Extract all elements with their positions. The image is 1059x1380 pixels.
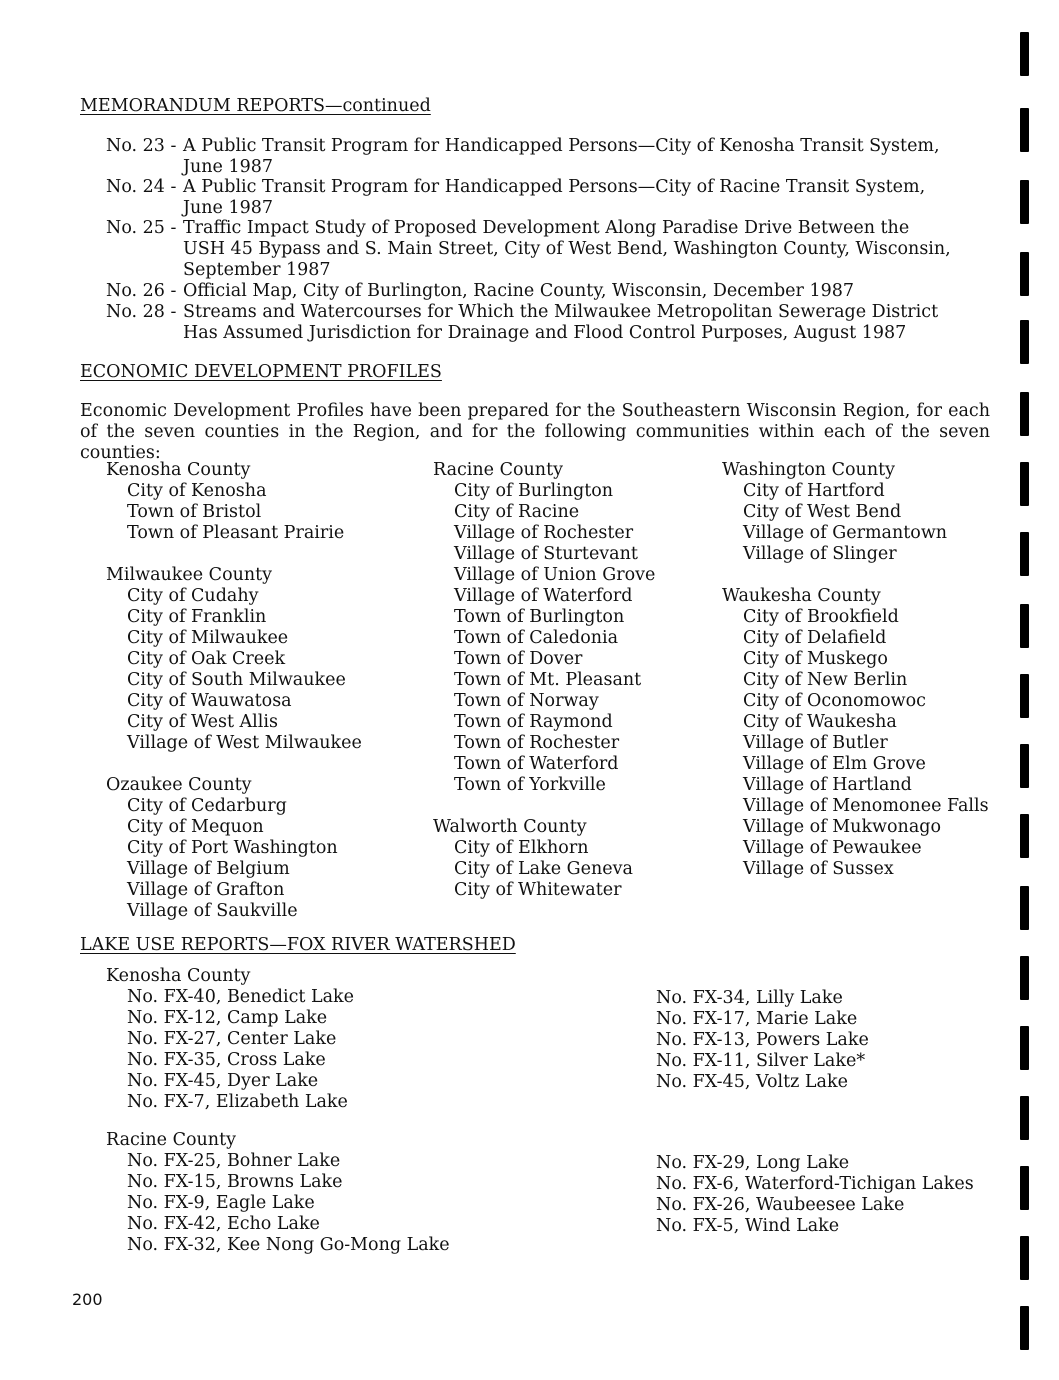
county-heading: Racine County [106,1130,236,1150]
community-item: Village of Sturtevant [454,544,638,564]
community-item: City of South Milwaukee [127,670,346,690]
registration-mark [1020,320,1029,364]
community-item: City of New Berlin [743,670,908,690]
lake-report-item: No. FX-35, Cross Lake [127,1050,326,1070]
lake-report-item: No. FX-32, Kee Nong Go-Mong Lake [127,1235,450,1255]
memo-item-line: Has Assumed Jurisdiction for Drainage and Flood Control Purposes, August 1987 [183,323,907,343]
memo-item-line: September 1987 [183,260,331,280]
community-item: Village of Rochester [454,523,634,543]
registration-mark [1020,674,1029,718]
community-item: Town of Burlington [454,607,625,627]
community-item: Town of Norway [454,691,599,711]
community-item: City of Cedarburg [127,796,287,816]
registration-mark [1020,886,1029,930]
community-item: City of Wauwatosa [127,691,292,711]
lake-report-item: No. FX-6, Waterford-Tichigan Lakes [656,1174,974,1194]
community-item: Village of Pewaukee [743,838,922,858]
registration-mark [1020,180,1029,224]
lake-report-item: No. FX-42, Echo Lake [127,1214,320,1234]
community-item: City of West Allis [127,712,278,732]
registration-mark [1020,1236,1029,1280]
registration-mark [1020,1306,1029,1350]
lake-report-item: No. FX-26, Waubeesee Lake [656,1195,905,1215]
memo-item-line: Streams and Watercourses for Which the Milwaukee Metropolitan Sewerage District [183,302,939,322]
lake-report-item: No. FX-11, Silver Lake* [656,1051,866,1071]
county-heading: Kenosha County [106,966,251,986]
county-heading: Washington County [722,460,896,480]
community-item: City of Mequon [127,817,264,837]
community-item: City of Brookfield [743,607,899,627]
lake-report-item: No. FX-17, Marie Lake [656,1009,858,1029]
community-item: Town of Mt. Pleasant [454,670,642,690]
community-item: City of Muskego [743,649,888,669]
county-heading: Racine County [433,460,563,480]
community-item: Town of Pleasant Prairie [127,523,345,543]
registration-mark [1020,956,1029,1000]
community-item: Town of Rochester [454,733,620,753]
registration-mark [1020,32,1029,76]
memo-item-line: June 1987 [183,157,274,177]
community-item: Village of Mukwonago [743,817,942,837]
memo-item-number: No. 26 - [106,281,177,301]
registration-mark [1020,252,1029,296]
county-heading: Ozaukee County [106,775,252,795]
memo-heading: MEMORANDUM REPORTS—continued [80,96,431,116]
community-item: Village of Waterford [454,586,633,606]
registration-mark [1020,532,1029,576]
community-item: City of Whitewater [454,880,622,900]
registration-mark [1020,462,1029,506]
community-item: Village of West Milwaukee [127,733,362,753]
community-item: City of West Bend [743,502,902,522]
registration-mark [1020,1166,1029,1210]
lake-report-item: No. FX-25, Bohner Lake [127,1151,341,1171]
community-item: City of Lake Geneva [454,859,633,879]
lake-report-item: No. FX-27, Center Lake [127,1029,337,1049]
community-item: City of Hartford [743,481,885,501]
lake-report-item: No. FX-45, Dyer Lake [127,1071,319,1091]
lake-report-item: No. FX-12, Camp Lake [127,1008,328,1028]
lake-report-item: No. FX-34, Lilly Lake [656,988,843,1008]
community-item: City of Waukesha [743,712,897,732]
memo-item-number: No. 23 - [106,136,177,156]
memo-item-line: Official Map, City of Burlington, Racine County, Wisconsin, December 1987 [183,281,855,301]
community-item: Village of Saukville [127,901,298,921]
community-item: Town of Raymond [454,712,613,732]
memo-item-line: A Public Transit Program for Handicapped Persons—City of Kenosha Transit System, [183,136,940,156]
community-item: Village of Hartland [743,775,912,795]
community-item: Village of Belgium [127,859,290,879]
community-item: City of Port Washington [127,838,338,858]
memo-item-line: Traffic Impact Study of Proposed Development Along Paradise Drive Between the [183,218,910,238]
memo-item-line: June 1987 [183,198,274,218]
community-item: Village of Union Grove [454,565,656,585]
community-item: Village of Butler [743,733,888,753]
community-item: City of Kenosha [127,481,267,501]
lake-report-item: No. FX-13, Powers Lake [656,1030,869,1050]
lake-report-item: No. FX-9, Eagle Lake [127,1193,315,1213]
community-item: City of Delafield [743,628,887,648]
community-item: City of Oconomowoc [743,691,926,711]
lake-report-item: No. FX-7, Elizabeth Lake [127,1092,348,1112]
community-item: Village of Sussex [743,859,894,879]
lake-heading: LAKE USE REPORTS—FOX RIVER WATERSHED [80,935,516,955]
community-item: City of Burlington [454,481,614,501]
community-item: City of Milwaukee [127,628,289,648]
community-item: Village of Slinger [743,544,897,564]
community-item: Town of Waterford [454,754,619,774]
registration-mark [1020,814,1029,858]
community-item: City of Cudahy [127,586,259,606]
community-item: City of Racine [454,502,580,522]
memo-item-number: No. 25 - [106,218,177,238]
community-item: Village of Elm Grove [743,754,926,774]
econ-paragraph: Economic Development Profiles have been prepared for the Southeastern Wisconsin Region, for each of the seven counties in the Region, and for the following communities within each of the seven counties: [80,401,990,463]
lake-report-item: No. FX-15, Browns Lake [127,1172,343,1192]
memo-item-line: A Public Transit Program for Handicapped Persons—City of Racine Transit System, [183,177,926,197]
community-item: City of Franklin [127,607,267,627]
registration-mark [1020,1096,1029,1140]
registration-mark [1020,744,1029,788]
registration-mark [1020,108,1029,152]
lake-report-item: No. FX-45, Voltz Lake [656,1072,848,1092]
registration-mark [1020,1026,1029,1070]
community-item: Village of Grafton [127,880,285,900]
county-heading: Kenosha County [106,460,251,480]
page-number: 200 [72,1290,103,1309]
registration-mark [1020,604,1029,648]
county-heading: Walworth County [433,817,587,837]
community-item: Town of Caledonia [454,628,619,648]
community-item: Village of Germantown [743,523,948,543]
memo-item-line: USH 45 Bypass and S. Main Street, City of West Bend, Washington County, Wisconsin, [183,239,951,259]
county-heading: Waukesha County [722,586,881,606]
memo-item-number: No. 24 - [106,177,177,197]
community-item: Village of Menomonee Falls [743,796,989,816]
lake-report-item: No. FX-40, Benedict Lake [127,987,355,1007]
community-item: Town of Bristol [127,502,262,522]
community-item: Town of Yorkville [454,775,606,795]
memo-item-number: No. 28 - [106,302,177,322]
community-item: Town of Dover [454,649,583,669]
econ-heading: ECONOMIC DEVELOPMENT PROFILES [80,362,442,382]
community-item: City of Oak Creek [127,649,286,669]
lake-report-item: No. FX-5, Wind Lake [656,1216,840,1236]
community-item: City of Elkhorn [454,838,589,858]
lake-report-item: No. FX-29, Long Lake [656,1153,850,1173]
county-heading: Milwaukee County [106,565,273,585]
registration-mark [1020,392,1029,436]
